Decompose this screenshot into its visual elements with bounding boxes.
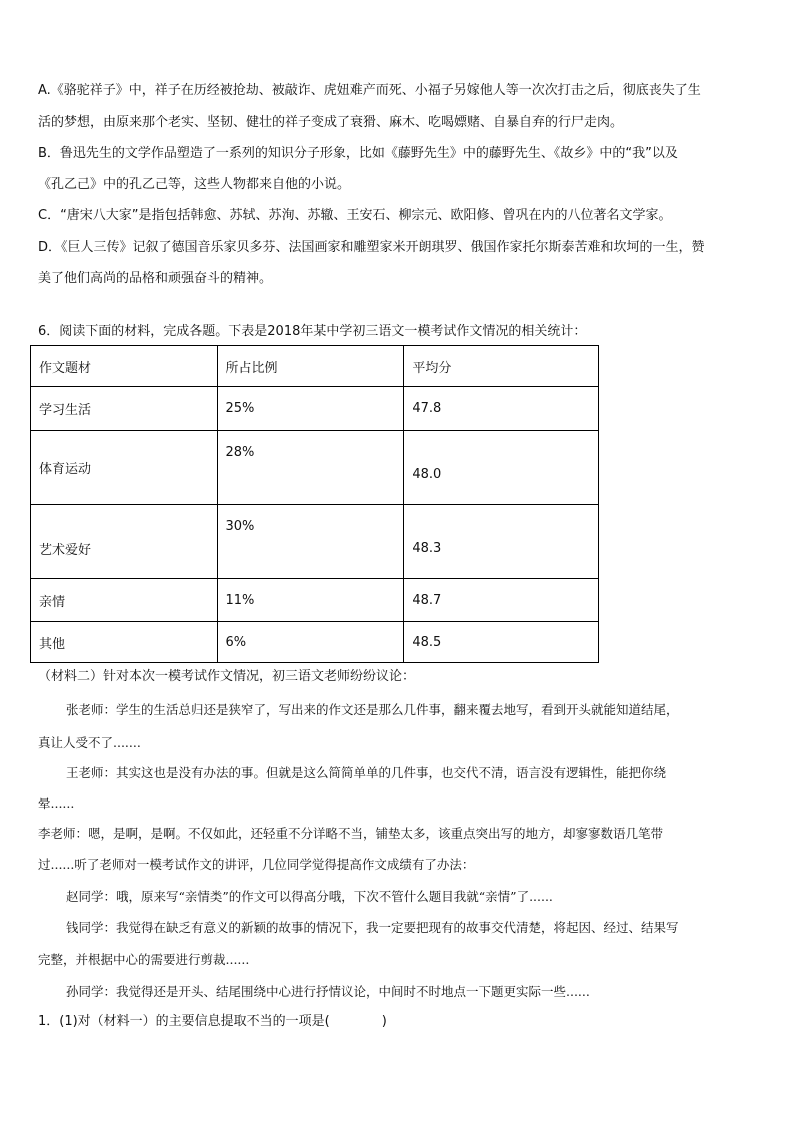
sub-question-1: 1．(1)对（材料一）的主要信息提取不当的一项是( ) bbox=[38, 1014, 387, 1029]
option-b-line1: B．鲁迅先生的文学作品塑造了一系列的知识分子形象，比如《藤野先生》中的藤野先生、《故乡》中的“我”以及 bbox=[38, 146, 678, 161]
teacher-zhang-line2: 真让人受不了....... bbox=[38, 735, 141, 750]
teacher-wang-line1: 王老师：其实这也是没有办法的事。但就是这么简简单单的几件事，也交代不清，语言没有逻辑性，能把你绕 bbox=[66, 765, 667, 780]
option-d-line1: D．《巨人三传》记叙了德国音乐家贝多芬、法国画家和雕塑家米开朗琪罗、俄国作家托尔斯泰苦难和坎坷的一生，赞 bbox=[38, 240, 705, 255]
row-ratio: 30% bbox=[217, 505, 404, 579]
teacher-wang-line2: 晕...... bbox=[38, 796, 75, 811]
row-topic: 其他 bbox=[31, 622, 218, 663]
teacher-li-line1: 李老师：嗯，是啊，是啊。不仅如此，还轻重不分详略不当，铺垫太多，该重点突出写的地方，却寥寥数语几笔带 bbox=[38, 826, 664, 841]
option-a-line2: 活的梦想，由原来那个老实、坚韧、健壮的祥子变成了衰猾、麻木、吃喝嫖赌、自暴自弃的行尸走肉。 bbox=[38, 115, 624, 130]
table-header-row bbox=[31, 346, 599, 387]
option-c-line1: C．“唐宋八大家”是指包括韩愈、苏轼、苏洵、苏辙、王安石、柳宗元、欧阳修、曾巩在内的八位著名文学家。 bbox=[38, 208, 672, 223]
table-row bbox=[31, 387, 599, 431]
student-zhao: 赵同学：哦，原来写“亲情类”的作文可以得高分哦，下次不管什么题目我就“亲情”了...... bbox=[66, 889, 553, 904]
student-qian-line2: 完整，并根据中心的需要进行剪裁...... bbox=[38, 952, 250, 967]
row-avg: 48.3 bbox=[404, 505, 599, 579]
row-avg: 48.7 bbox=[404, 579, 599, 622]
teacher-zhang-line1: 张老师：学生的生活总归还是狭窄了，写出来的作文还是那么几件事，翻来覆去地写，看到开头就能知道结尾， bbox=[66, 702, 679, 717]
row-topic: 亲情 bbox=[31, 579, 218, 622]
row-topic: 艺术爱好 bbox=[31, 505, 218, 579]
header-ratio: 所占比例 bbox=[217, 346, 404, 387]
table-row bbox=[31, 505, 599, 579]
student-sun: 孙同学：我觉得还是开头、结尾围绕中心进行抒情议论，中间时不时地点一下题更实际一些...... bbox=[66, 984, 590, 999]
row-ratio: 28% bbox=[217, 431, 404, 505]
question-6-intro: 6．阅读下面的材料，完成各题。下表是2018年某中学初三语文一模考试作文情况的相关统计： bbox=[38, 324, 587, 339]
option-b-line2: 《孔乙己》中的孔乙己等，这些人物都来自他的小说。 bbox=[38, 177, 351, 192]
table-row bbox=[31, 579, 599, 622]
student-qian-line1: 钱同学：我觉得在缺乏有意义的新颖的故事的情况下，我一定要把现有的故事交代清楚，将起因、经过、结果写 bbox=[66, 920, 679, 935]
header-avg: 平均分 bbox=[404, 346, 599, 387]
row-topic: 体育运动 bbox=[31, 431, 218, 505]
option-a-line1: A.《骆驼祥子》中，祥子在历经被抢劫、被敲诈、虎妞难产而死、小福子另嫁他人等一次次打击之后，彻底丧失了生 bbox=[38, 83, 701, 98]
option-d-line2: 美了他们高尚的品格和顽强奋斗的精神。 bbox=[38, 271, 273, 286]
header-topic: 作文题材 bbox=[31, 346, 218, 387]
row-avg: 47.8 bbox=[404, 387, 599, 431]
essay-stats-table bbox=[30, 345, 599, 663]
row-topic: 学习生活 bbox=[31, 387, 218, 431]
table-row bbox=[31, 622, 599, 663]
row-ratio: 6% bbox=[217, 622, 404, 663]
row-avg: 48.5 bbox=[404, 622, 599, 663]
teacher-li-line2: 过......听了老师对一模考试作文的讲评，几位同学觉得提高作文成绩有了办法： bbox=[38, 857, 475, 872]
row-ratio: 11% bbox=[217, 579, 404, 622]
row-avg: 48.0 bbox=[404, 431, 599, 505]
table-row bbox=[31, 431, 599, 505]
material-2-intro: （材料二）针对本次一模考试作文情况，初三语文老师纷纷议论： bbox=[38, 669, 416, 684]
row-ratio: 25% bbox=[217, 387, 404, 431]
